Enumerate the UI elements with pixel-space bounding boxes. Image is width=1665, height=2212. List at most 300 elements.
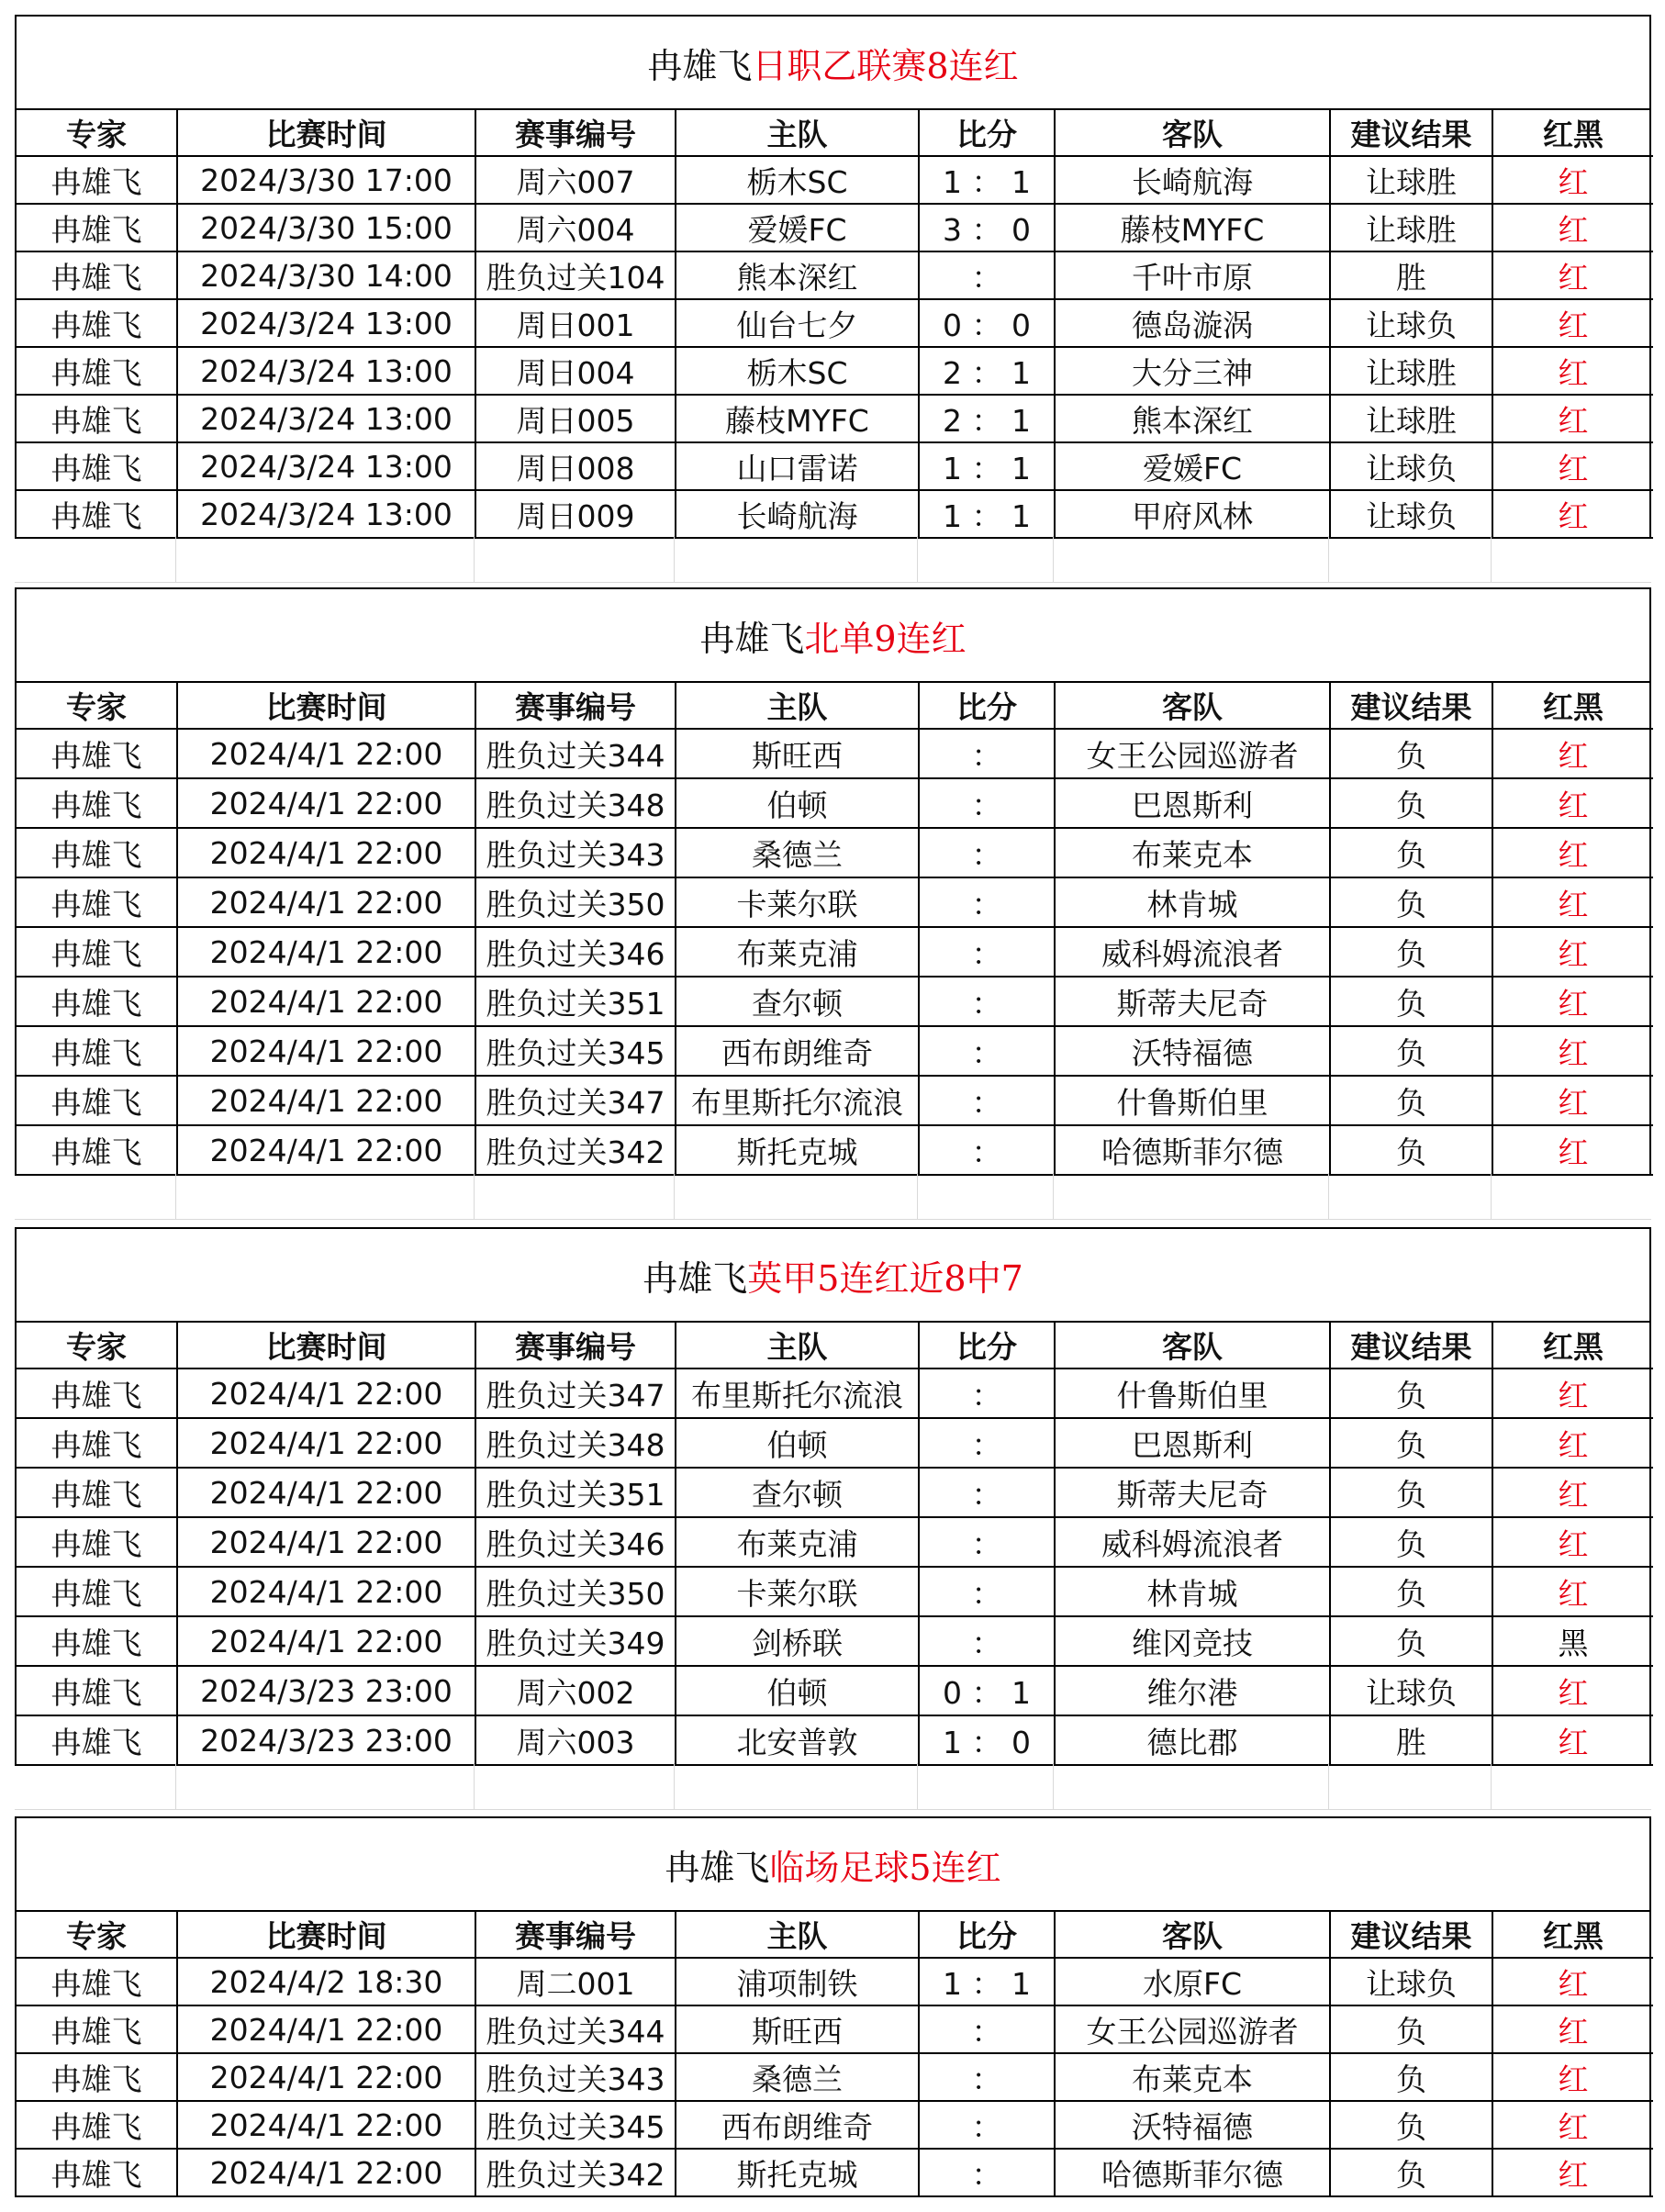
title-expert-name: 冉雄飞 <box>647 45 753 86</box>
cell-score: 0 ： 0 <box>919 299 1055 347</box>
cell-score: 3 ： 0 <box>919 204 1055 251</box>
cell-advice: 负 <box>1330 2005 1492 2053</box>
cell-expert: 冉雄飞 <box>17 1517 177 1567</box>
cell-home-team: 斯托克城 <box>676 1125 919 1175</box>
cell-advice: 负 <box>1330 1468 1492 1517</box>
cell-score: ： <box>919 1616 1055 1666</box>
table-row <box>17 204 1653 251</box>
cell-advice: 负 <box>1330 2149 1492 2196</box>
results-table <box>17 1912 1653 2197</box>
cell-expert: 冉雄飞 <box>17 877 177 927</box>
cell-result: 红 <box>1492 395 1653 442</box>
cell-score: 0 ： 1 <box>919 1666 1055 1715</box>
cell-home-team: 栃木SC <box>676 156 919 204</box>
column-header-away-team: 客队 <box>1055 110 1330 156</box>
cell-away-team: 维尔港 <box>1055 1666 1330 1715</box>
grid-line <box>1491 1763 1492 1809</box>
cell-home-team: 卡莱尔联 <box>676 1567 919 1616</box>
section-table <box>15 1816 1651 2197</box>
column-header-advice: 建议结果 <box>1330 683 1492 729</box>
column-header-advice: 建议结果 <box>1330 110 1492 156</box>
cell-score: ： <box>919 1418 1055 1468</box>
column-header-away-team: 客队 <box>1055 1323 1330 1369</box>
cell-time: 2024/4/1 22:00 <box>177 927 475 977</box>
cell-expert: 冉雄飞 <box>17 490 177 538</box>
cell-score: 1 ： 1 <box>919 490 1055 538</box>
cell-score: ： <box>919 2149 1055 2196</box>
table-row <box>17 442 1653 490</box>
cell-result: 红 <box>1492 927 1653 977</box>
cell-score: ： <box>919 1517 1055 1567</box>
cell-time: 2024/4/1 22:00 <box>177 1418 475 1468</box>
cell-result: 红 <box>1492 2149 1653 2196</box>
cell-expert: 冉雄飞 <box>17 1715 177 1765</box>
cell-match-id: 胜负过关346 <box>475 927 676 977</box>
cell-home-team: 布里斯托尔流浪 <box>676 1076 919 1125</box>
header-row <box>17 1323 1653 1369</box>
column-header-score: 比分 <box>919 1912 1055 1958</box>
cell-home-team: 斯旺西 <box>676 729 919 778</box>
cell-advice: 负 <box>1330 778 1492 828</box>
column-header-home-team: 主队 <box>676 1323 919 1369</box>
title-expert-name: 冉雄飞 <box>643 1257 748 1299</box>
cell-time: 2024/4/1 22:00 <box>177 977 475 1026</box>
cell-advice: 让球负 <box>1330 299 1492 347</box>
cell-score: 1 ： 1 <box>919 1958 1055 2005</box>
column-header-match-id: 赛事编号 <box>475 1912 676 1958</box>
grid-line <box>1491 1173 1492 1219</box>
cell-expert: 冉雄飞 <box>17 729 177 778</box>
cell-away-team: 沃特福德 <box>1055 1026 1330 1076</box>
cell-time: 2024/4/1 22:00 <box>177 2005 475 2053</box>
title-streak: 英甲5连红近8中7 <box>747 1257 1023 1299</box>
cell-match-id: 周六004 <box>475 204 676 251</box>
cell-away-team: 威科姆流浪者 <box>1055 1517 1330 1567</box>
cell-expert: 冉雄飞 <box>17 1468 177 1517</box>
cell-match-id: 胜负过关343 <box>475 828 676 877</box>
column-header-result: 红黑 <box>1492 1323 1653 1369</box>
column-header-expert: 专家 <box>17 1912 177 1958</box>
cell-expert: 冉雄飞 <box>17 1369 177 1418</box>
table-row <box>17 1616 1653 1666</box>
cell-advice: 让球胜 <box>1330 395 1492 442</box>
cell-advice: 负 <box>1330 2101 1492 2149</box>
cell-result: 黑 <box>1492 1616 1653 1666</box>
grid-line <box>1328 536 1329 582</box>
header-row <box>17 110 1653 156</box>
cell-score: ： <box>919 1369 1055 1418</box>
column-header-time: 比赛时间 <box>177 1323 475 1369</box>
cell-away-team: 哈德斯菲尔德 <box>1055 2149 1330 2196</box>
table-row <box>17 1369 1653 1418</box>
cell-time: 2024/4/1 22:00 <box>177 1125 475 1175</box>
column-header-time: 比赛时间 <box>177 1912 475 1958</box>
cell-away-team: 千叶市原 <box>1055 251 1330 299</box>
grid-line <box>474 1763 475 1809</box>
cell-home-team: 藤枝MYFC <box>676 395 919 442</box>
table-row <box>17 2053 1653 2101</box>
cell-home-team: 布里斯托尔流浪 <box>676 1369 919 1418</box>
cell-away-team: 长崎航海 <box>1055 156 1330 204</box>
title-streak: 北单9连红 <box>804 618 967 659</box>
cell-expert: 冉雄飞 <box>17 778 177 828</box>
column-header-time: 比赛时间 <box>177 110 475 156</box>
cell-home-team: 查尔顿 <box>676 1468 919 1517</box>
cell-time: 2024/3/24 13:00 <box>177 490 475 538</box>
cell-advice: 负 <box>1330 828 1492 877</box>
cell-away-team: 女王公园巡游者 <box>1055 2005 1330 2053</box>
column-header-match-id: 赛事编号 <box>475 683 676 729</box>
cell-home-team: 斯托克城 <box>676 2149 919 2196</box>
cell-result: 红 <box>1492 2053 1653 2101</box>
cell-score: ： <box>919 1076 1055 1125</box>
title-expert-name: 冉雄飞 <box>699 618 805 659</box>
cell-advice: 负 <box>1330 1418 1492 1468</box>
cell-time: 2024/4/1 22:00 <box>177 828 475 877</box>
cell-score: 1 ： 1 <box>919 442 1055 490</box>
grid-line <box>1328 1173 1329 1219</box>
grid-line <box>175 1763 176 1809</box>
table-row <box>17 1666 1653 1715</box>
section-table <box>15 587 1651 1176</box>
cell-away-team: 大分三神 <box>1055 347 1330 395</box>
cell-advice: 让球负 <box>1330 1958 1492 2005</box>
table-row <box>17 2101 1653 2149</box>
cell-result: 红 <box>1492 977 1653 1026</box>
table-row <box>17 395 1653 442</box>
cell-advice: 让球胜 <box>1330 347 1492 395</box>
cell-result: 红 <box>1492 1418 1653 1468</box>
cell-score: ： <box>919 1468 1055 1517</box>
cell-home-team: 伯顿 <box>676 1666 919 1715</box>
cell-advice: 胜 <box>1330 251 1492 299</box>
cell-expert: 冉雄飞 <box>17 1076 177 1125</box>
cell-expert: 冉雄飞 <box>17 977 177 1026</box>
grid-line <box>474 1173 475 1219</box>
cell-time: 2024/4/1 22:00 <box>177 2149 475 2196</box>
cell-away-team: 沃特福德 <box>1055 2101 1330 2149</box>
table-row <box>17 778 1653 828</box>
section-title <box>17 17 1649 110</box>
cell-result: 红 <box>1492 1517 1653 1567</box>
cell-score: 2 ： 1 <box>919 395 1055 442</box>
cell-expert: 冉雄飞 <box>17 1567 177 1616</box>
cell-advice: 负 <box>1330 1567 1492 1616</box>
column-header-result: 红黑 <box>1492 110 1653 156</box>
column-header-expert: 专家 <box>17 1323 177 1369</box>
table-row <box>17 490 1653 538</box>
cell-home-team: 卡莱尔联 <box>676 877 919 927</box>
cell-match-id: 周六003 <box>475 1715 676 1765</box>
column-header-score: 比分 <box>919 683 1055 729</box>
cell-result: 红 <box>1492 877 1653 927</box>
cell-result: 红 <box>1492 828 1653 877</box>
cell-away-team: 什鲁斯伯里 <box>1055 1076 1330 1125</box>
section-table <box>15 15 1651 539</box>
column-header-match-id: 赛事编号 <box>475 110 676 156</box>
grid-line <box>917 1763 918 1809</box>
cell-match-id: 胜负过关344 <box>475 729 676 778</box>
cell-result: 红 <box>1492 778 1653 828</box>
cell-match-id: 胜负过关343 <box>475 2053 676 2101</box>
cell-home-team: 仙台七夕 <box>676 299 919 347</box>
cell-expert: 冉雄飞 <box>17 1418 177 1468</box>
cell-away-team: 藤枝MYFC <box>1055 204 1330 251</box>
cell-advice: 让球负 <box>1330 1666 1492 1715</box>
table-row <box>17 299 1653 347</box>
cell-score: ： <box>919 251 1055 299</box>
cell-away-team: 女王公园巡游者 <box>1055 729 1330 778</box>
results-table <box>17 683 1653 1176</box>
cell-expert: 冉雄飞 <box>17 347 177 395</box>
cell-match-id: 胜负过关344 <box>475 2005 676 2053</box>
cell-home-team: 熊本深红 <box>676 251 919 299</box>
cell-match-id: 周二001 <box>475 1958 676 2005</box>
grid-line <box>1053 1763 1054 1809</box>
cell-away-team: 熊本深红 <box>1055 395 1330 442</box>
cell-result: 红 <box>1492 1715 1653 1765</box>
cell-result: 红 <box>1492 1567 1653 1616</box>
cell-away-team: 维冈竞技 <box>1055 1616 1330 1666</box>
cell-home-team: 布莱克浦 <box>676 927 919 977</box>
cell-match-id: 周日001 <box>475 299 676 347</box>
cell-away-team: 威科姆流浪者 <box>1055 927 1330 977</box>
column-header-match-id: 赛事编号 <box>475 1323 676 1369</box>
cell-time: 2024/4/1 22:00 <box>177 2101 475 2149</box>
column-header-expert: 专家 <box>17 683 177 729</box>
column-header-time: 比赛时间 <box>177 683 475 729</box>
cell-advice: 负 <box>1330 1125 1492 1175</box>
cell-score: ： <box>919 877 1055 927</box>
cell-match-id: 胜负过关348 <box>475 1418 676 1468</box>
cell-score: ： <box>919 2005 1055 2053</box>
cell-time: 2024/3/24 13:00 <box>177 442 475 490</box>
cell-match-id: 周日004 <box>475 347 676 395</box>
grid-line <box>917 1173 918 1219</box>
column-header-expert: 专家 <box>17 110 177 156</box>
cell-result: 红 <box>1492 251 1653 299</box>
spacer-row <box>15 1763 1651 1810</box>
grid-line <box>1328 1763 1329 1809</box>
cell-time: 2024/4/2 18:30 <box>177 1958 475 2005</box>
cell-time: 2024/4/1 22:00 <box>177 1468 475 1517</box>
cell-result: 红 <box>1492 1468 1653 1517</box>
cell-advice: 负 <box>1330 729 1492 778</box>
cell-score: 1 ： 0 <box>919 1715 1055 1765</box>
cell-score: ： <box>919 977 1055 1026</box>
cell-match-id: 胜负过关346 <box>475 1517 676 1567</box>
cell-time: 2024/4/1 22:00 <box>177 778 475 828</box>
cell-expert: 冉雄飞 <box>17 1666 177 1715</box>
cell-result: 红 <box>1492 1666 1653 1715</box>
cell-home-team: 剑桥联 <box>676 1616 919 1666</box>
grid-line <box>175 1173 176 1219</box>
table-row <box>17 1026 1653 1076</box>
table-row <box>17 1468 1653 1517</box>
cell-advice: 负 <box>1330 1026 1492 1076</box>
section-title <box>17 1818 1649 1912</box>
cell-advice: 负 <box>1330 1517 1492 1567</box>
title-streak: 临场足球5连红 <box>769 1847 1001 1888</box>
cell-time: 2024/3/23 23:00 <box>177 1715 475 1765</box>
cell-expert: 冉雄飞 <box>17 1616 177 1666</box>
column-header-home-team: 主队 <box>676 683 919 729</box>
cell-away-team: 林肯城 <box>1055 1567 1330 1616</box>
column-header-advice: 建议结果 <box>1330 1323 1492 1369</box>
cell-result: 红 <box>1492 347 1653 395</box>
cell-time: 2024/4/1 22:00 <box>177 1369 475 1418</box>
cell-home-team: 爱媛FC <box>676 204 919 251</box>
cell-time: 2024/4/1 22:00 <box>177 1076 475 1125</box>
cell-result: 红 <box>1492 1026 1653 1076</box>
cell-away-team: 林肯城 <box>1055 877 1330 927</box>
column-header-advice: 建议结果 <box>1330 1912 1492 1958</box>
cell-match-id: 胜负过关349 <box>475 1616 676 1666</box>
cell-score: 1 ： 1 <box>919 156 1055 204</box>
cell-home-team: 布莱克浦 <box>676 1517 919 1567</box>
cell-expert: 冉雄飞 <box>17 2101 177 2149</box>
cell-advice: 让球胜 <box>1330 156 1492 204</box>
table-row <box>17 729 1653 778</box>
table-row <box>17 1418 1653 1468</box>
cell-advice: 负 <box>1330 1369 1492 1418</box>
table-row <box>17 828 1653 877</box>
cell-expert: 冉雄飞 <box>17 442 177 490</box>
cell-away-team: 什鲁斯伯里 <box>1055 1369 1330 1418</box>
cell-advice: 负 <box>1330 1076 1492 1125</box>
cell-advice: 负 <box>1330 1616 1492 1666</box>
table-row <box>17 1076 1653 1125</box>
cell-home-team: 栃木SC <box>676 347 919 395</box>
spacer-row <box>15 1173 1651 1220</box>
cell-time: 2024/3/23 23:00 <box>177 1666 475 1715</box>
table-row <box>17 977 1653 1026</box>
cell-time: 2024/3/30 14:00 <box>177 251 475 299</box>
cell-home-team: 伯顿 <box>676 1418 919 1468</box>
cell-away-team: 哈德斯菲尔德 <box>1055 1125 1330 1175</box>
column-header-away-team: 客队 <box>1055 1912 1330 1958</box>
cell-home-team: 北安普敦 <box>676 1715 919 1765</box>
cell-expert: 冉雄飞 <box>17 204 177 251</box>
cell-time: 2024/4/1 22:00 <box>177 1026 475 1076</box>
cell-home-team: 桑德兰 <box>676 828 919 877</box>
grid-line <box>1491 536 1492 582</box>
cell-match-id: 胜负过关342 <box>475 2149 676 2196</box>
column-header-score: 比分 <box>919 110 1055 156</box>
cell-home-team: 浦项制铁 <box>676 1958 919 2005</box>
cell-score: ： <box>919 2053 1055 2101</box>
cell-expert: 冉雄飞 <box>17 2149 177 2196</box>
section-table <box>15 1227 1651 1766</box>
cell-result: 红 <box>1492 1076 1653 1125</box>
cell-result: 红 <box>1492 490 1653 538</box>
grid-line <box>917 536 918 582</box>
cell-advice: 负 <box>1330 877 1492 927</box>
cell-match-id: 周六002 <box>475 1666 676 1715</box>
cell-away-team: 水原FC <box>1055 1958 1330 2005</box>
cell-match-id: 胜负过关104 <box>475 251 676 299</box>
cell-expert: 冉雄飞 <box>17 1958 177 2005</box>
cell-result: 红 <box>1492 204 1653 251</box>
cell-result: 红 <box>1492 2101 1653 2149</box>
cell-expert: 冉雄飞 <box>17 2053 177 2101</box>
cell-advice: 胜 <box>1330 1715 1492 1765</box>
header-row <box>17 683 1653 729</box>
column-header-result: 红黑 <box>1492 1912 1653 1958</box>
cell-away-team: 德岛漩涡 <box>1055 299 1330 347</box>
cell-score: ： <box>919 1125 1055 1175</box>
grid-line <box>674 1173 675 1219</box>
cell-match-id: 胜负过关348 <box>475 778 676 828</box>
cell-expert: 冉雄飞 <box>17 395 177 442</box>
cell-match-id: 周六007 <box>475 156 676 204</box>
table-row <box>17 1517 1653 1567</box>
table-row <box>17 1125 1653 1175</box>
cell-home-team: 西布朗维奇 <box>676 1026 919 1076</box>
cell-advice: 让球负 <box>1330 442 1492 490</box>
cell-time: 2024/3/24 13:00 <box>177 395 475 442</box>
cell-time: 2024/4/1 22:00 <box>177 877 475 927</box>
cell-match-id: 胜负过关351 <box>475 977 676 1026</box>
cell-time: 2024/4/1 22:00 <box>177 729 475 778</box>
grid-line <box>474 536 475 582</box>
title-expert-name: 冉雄飞 <box>665 1847 770 1888</box>
cell-score: ： <box>919 778 1055 828</box>
grid-line <box>674 1763 675 1809</box>
grid-line <box>175 536 176 582</box>
column-header-away-team: 客队 <box>1055 683 1330 729</box>
cell-match-id: 胜负过关345 <box>475 1026 676 1076</box>
cell-match-id: 周日009 <box>475 490 676 538</box>
section-title <box>17 589 1649 683</box>
cell-expert: 冉雄飞 <box>17 1026 177 1076</box>
cell-match-id: 胜负过关350 <box>475 877 676 927</box>
cell-time: 2024/3/24 13:00 <box>177 299 475 347</box>
grid-line <box>674 536 675 582</box>
table-row <box>17 2149 1653 2196</box>
column-header-result: 红黑 <box>1492 683 1653 729</box>
column-header-home-team: 主队 <box>676 1912 919 1958</box>
cell-score: 2 ： 1 <box>919 347 1055 395</box>
results-table <box>17 110 1653 539</box>
grid-line <box>1053 536 1054 582</box>
cell-time: 2024/4/1 22:00 <box>177 1567 475 1616</box>
cell-away-team: 布莱克本 <box>1055 2053 1330 2101</box>
column-header-home-team: 主队 <box>676 110 919 156</box>
cell-match-id: 周日005 <box>475 395 676 442</box>
cell-expert: 冉雄飞 <box>17 828 177 877</box>
cell-advice: 负 <box>1330 2053 1492 2101</box>
table-row <box>17 1567 1653 1616</box>
section-title <box>17 1229 1649 1323</box>
cell-advice: 负 <box>1330 977 1492 1026</box>
cell-result: 红 <box>1492 299 1653 347</box>
cell-time: 2024/4/1 22:00 <box>177 2053 475 2101</box>
cell-match-id: 胜负过关347 <box>475 1076 676 1125</box>
cell-home-team: 长崎航海 <box>676 490 919 538</box>
cell-match-id: 周日008 <box>475 442 676 490</box>
table-row <box>17 877 1653 927</box>
cell-advice: 让球胜 <box>1330 204 1492 251</box>
cell-home-team: 西布朗维奇 <box>676 2101 919 2149</box>
cell-expert: 冉雄飞 <box>17 251 177 299</box>
cell-match-id: 胜负过关351 <box>475 1468 676 1517</box>
table-row <box>17 251 1653 299</box>
cell-result: 红 <box>1492 156 1653 204</box>
cell-expert: 冉雄飞 <box>17 156 177 204</box>
cell-result: 红 <box>1492 729 1653 778</box>
cell-away-team: 巴恩斯利 <box>1055 1418 1330 1468</box>
